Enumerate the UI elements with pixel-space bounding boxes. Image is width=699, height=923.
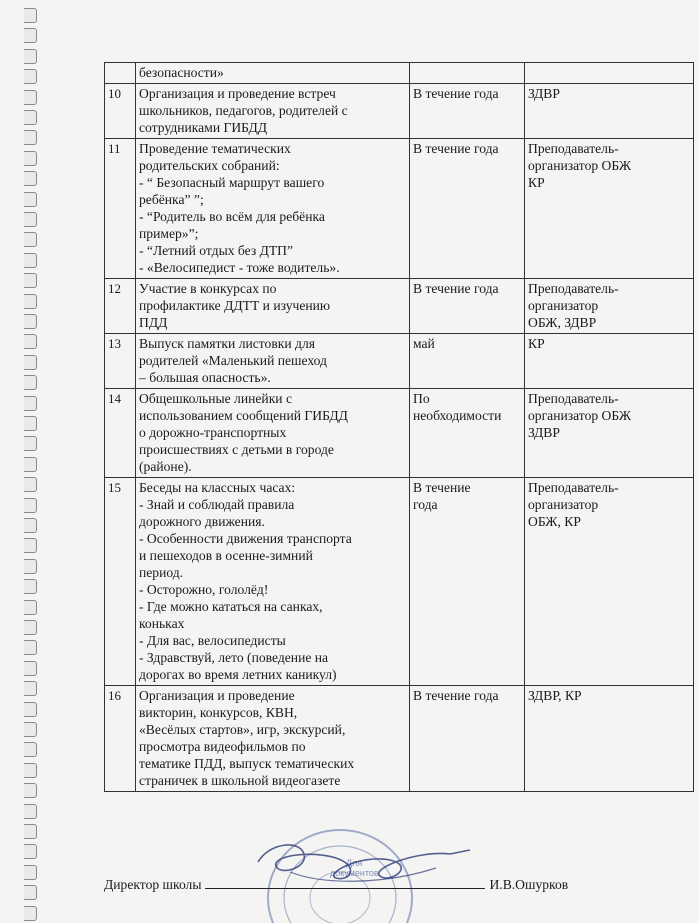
table-row bbox=[105, 84, 694, 139]
activity-cell-line: безопасности» bbox=[139, 65, 224, 80]
date-cell-line: В течение года bbox=[413, 281, 499, 296]
activity-cell-line: - Особенности движения транспорта bbox=[139, 531, 352, 546]
binding-ring bbox=[24, 783, 37, 798]
row-number: 13 bbox=[105, 334, 136, 389]
date-cell bbox=[410, 686, 525, 792]
binding-ring bbox=[24, 742, 37, 757]
activity-cell-line: викторин, конкурсов, КВН, bbox=[139, 705, 298, 720]
binding-ring bbox=[24, 579, 37, 594]
activity-cell-line: - Для вас, велосипедисты bbox=[139, 633, 286, 648]
row-number: 14 bbox=[105, 389, 136, 478]
stamp-text-line-1: Для bbox=[346, 858, 363, 868]
binding-ring bbox=[24, 804, 37, 819]
activity-cell-line: - Осторожно, гололёд! bbox=[139, 582, 269, 597]
date-cell bbox=[410, 279, 525, 334]
binding-ring bbox=[24, 69, 37, 84]
binding-ring bbox=[24, 355, 37, 370]
activity-cell-line: - Где можно кататься на санках, bbox=[139, 599, 323, 614]
signature-underline bbox=[205, 876, 485, 889]
responsible-cell-line: Преподаватель- bbox=[528, 391, 619, 406]
responsible-cell-line: ОБЖ, КР bbox=[528, 514, 581, 529]
responsible-cell bbox=[525, 686, 694, 792]
activity-cell-line: - Здравствуй, лето (поведение на bbox=[139, 650, 329, 665]
date-cell-line: необходимости bbox=[413, 408, 502, 423]
responsible-cell-line: организатор bbox=[528, 298, 599, 313]
activity-cell-line: о дорожно-транспортных bbox=[139, 425, 287, 440]
binding-ring bbox=[24, 334, 37, 349]
row-number bbox=[105, 63, 136, 84]
activity-cell-line: Проведение тематических bbox=[139, 141, 291, 156]
binding-ring bbox=[24, 620, 37, 635]
activity-cell-line: период. bbox=[139, 565, 184, 580]
activity-cell-line: происшествиях с детьми в городе bbox=[139, 442, 334, 457]
binding-ring bbox=[24, 28, 37, 43]
responsible-cell-line: Преподаватель- bbox=[528, 141, 619, 156]
date-cell bbox=[410, 334, 525, 389]
binding-ring bbox=[24, 49, 37, 64]
date-cell bbox=[410, 389, 525, 478]
activity-cell bbox=[136, 63, 410, 84]
activity-cell-line: - Знай и соблюдай правила bbox=[139, 497, 295, 512]
director-name: И.В.Ошурков bbox=[489, 877, 569, 892]
activity-cell-line: Общешкольные линейки с bbox=[139, 391, 293, 406]
binding-ring bbox=[24, 375, 37, 390]
activity-cell bbox=[136, 389, 410, 478]
activity-cell-line: родителей «Маленький пешеход bbox=[139, 353, 327, 368]
date-cell bbox=[410, 478, 525, 686]
activity-cell-line: тематике ПДД, выпуск тематических bbox=[139, 756, 355, 771]
binding-ring bbox=[24, 253, 37, 268]
responsible-cell bbox=[525, 478, 694, 686]
binding-ring bbox=[24, 396, 37, 411]
binding-ring bbox=[24, 192, 37, 207]
director-position: Директор школы bbox=[104, 877, 202, 892]
binding-ring bbox=[24, 844, 37, 859]
binding-ring bbox=[24, 681, 37, 696]
responsible-cell-line: ЗДВР bbox=[528, 86, 560, 101]
activity-cell-line: коньках bbox=[139, 616, 185, 631]
binding-ring bbox=[24, 906, 37, 921]
table-row bbox=[105, 686, 694, 792]
responsible-cell bbox=[525, 279, 694, 334]
binding-ring bbox=[24, 477, 37, 492]
table-row bbox=[105, 389, 694, 478]
binding-ring bbox=[24, 212, 37, 227]
binding-ring bbox=[24, 538, 37, 553]
activity-cell-line: - «Велосипедист - тоже водитель». bbox=[139, 260, 340, 275]
row-number: 12 bbox=[105, 279, 136, 334]
table-row bbox=[105, 279, 694, 334]
responsible-cell-line: ЗДВР, КР bbox=[528, 688, 582, 703]
responsible-cell-line: организатор ОБЖ bbox=[528, 158, 632, 173]
responsible-cell-line: Преподаватель- bbox=[528, 480, 619, 495]
binding-ring bbox=[24, 8, 37, 23]
binding-ring bbox=[24, 763, 37, 778]
date-cell-line: В течение года bbox=[413, 688, 499, 703]
responsible-cell-line: ЗДВР bbox=[528, 425, 560, 440]
activity-cell-line: Выпуск памятки листовки для bbox=[139, 336, 315, 351]
activity-cell-line: страничек в школьной видеогазете bbox=[139, 773, 341, 788]
date-cell-line: май bbox=[413, 336, 435, 351]
binding-ring bbox=[24, 824, 37, 839]
responsible-cell bbox=[525, 334, 694, 389]
activity-cell-line: Беседы на классных часах: bbox=[139, 480, 296, 495]
activity-cell bbox=[136, 139, 410, 279]
binding-ring bbox=[24, 600, 37, 615]
responsible-cell-line: КР bbox=[528, 336, 545, 351]
activity-cell bbox=[136, 334, 410, 389]
activity-cell-line: - “Летний отдых без ДТП” bbox=[139, 243, 294, 258]
activity-cell-line: - “Родитель во всём для ребёнка bbox=[139, 209, 325, 224]
activity-cell-line: сотрудниками ГИБДД bbox=[139, 120, 267, 135]
activity-cell-line: профилактике ДДТТ и изучению bbox=[139, 298, 331, 313]
activity-cell bbox=[136, 478, 410, 686]
binding-ring bbox=[24, 498, 37, 513]
activity-cell bbox=[136, 84, 410, 139]
binding-ring bbox=[24, 416, 37, 431]
table-row bbox=[105, 63, 694, 84]
responsible-cell bbox=[525, 84, 694, 139]
binding-ring bbox=[24, 885, 37, 900]
table-row bbox=[105, 139, 694, 279]
responsible-cell bbox=[525, 63, 694, 84]
binding-ring bbox=[24, 151, 37, 166]
activity-cell-line: - “ Безопасный маршрут вашего bbox=[139, 175, 325, 190]
row-number: 11 bbox=[105, 139, 136, 279]
binding-ring bbox=[24, 273, 37, 288]
binding-ring bbox=[24, 110, 37, 125]
activity-cell-line: ПДД bbox=[139, 315, 168, 330]
binding-ring bbox=[24, 232, 37, 247]
activity-cell bbox=[136, 279, 410, 334]
activity-cell-line: использованием сообщений ГИБДД bbox=[139, 408, 348, 423]
binding-ring bbox=[24, 171, 37, 186]
binding-ring bbox=[24, 722, 37, 737]
activity-cell-line: Организация и проведение bbox=[139, 688, 295, 703]
activity-cell-line: (районе). bbox=[139, 459, 192, 474]
activity-cell-line: просмотра видеофильмов по bbox=[139, 739, 306, 754]
responsible-cell bbox=[525, 389, 694, 478]
responsible-cell-line: ОБЖ, ЗДВР bbox=[528, 315, 597, 330]
binding-ring bbox=[24, 294, 37, 309]
responsible-cell-line: организатор bbox=[528, 497, 599, 512]
date-cell-line: года bbox=[413, 497, 438, 512]
activity-cell bbox=[136, 686, 410, 792]
binding-ring bbox=[24, 640, 37, 655]
date-cell bbox=[410, 84, 525, 139]
row-number: 15 bbox=[105, 478, 136, 686]
date-cell-line: В течение bbox=[413, 480, 471, 495]
activity-cell-line: Участие в конкурсах по bbox=[139, 281, 277, 296]
binding-ring bbox=[24, 559, 37, 574]
activity-cell-line: дорогах во время летних каникул) bbox=[139, 667, 337, 682]
date-cell-line: В течение года bbox=[413, 141, 499, 156]
binding-ring bbox=[24, 518, 37, 533]
binding-ring bbox=[24, 90, 37, 105]
binding-ring bbox=[24, 865, 37, 880]
binding-ring bbox=[24, 661, 37, 676]
responsible-cell-line: КР bbox=[528, 175, 545, 190]
date-cell bbox=[410, 63, 525, 84]
binding-ring bbox=[24, 457, 37, 472]
activity-cell-line: Организация и проведение встреч bbox=[139, 86, 336, 101]
binding-ring bbox=[24, 314, 37, 329]
spiral-binding bbox=[0, 0, 44, 923]
activity-cell-line: ребёнка” ”; bbox=[139, 192, 204, 207]
activity-cell-line: – большая опасность». bbox=[139, 370, 271, 385]
date-cell bbox=[410, 139, 525, 279]
activity-cell-line: «Весёлых стартов», игр, экскурсий, bbox=[139, 722, 346, 737]
plan-table bbox=[104, 62, 694, 792]
row-number: 16 bbox=[105, 686, 136, 792]
responsible-cell-line: Преподаватель- bbox=[528, 281, 619, 296]
activity-cell-line: и пешеходов в осенне-зимний bbox=[139, 548, 313, 563]
date-cell-line: По bbox=[413, 391, 430, 406]
signature-line bbox=[104, 876, 664, 893]
activity-cell-line: дорожного движения. bbox=[139, 514, 265, 529]
table-row bbox=[105, 478, 694, 686]
responsible-cell-line: организатор ОБЖ bbox=[528, 408, 632, 423]
binding-ring bbox=[24, 130, 37, 145]
binding-ring bbox=[24, 702, 37, 717]
table-row bbox=[105, 334, 694, 389]
activity-cell-line: пример»”; bbox=[139, 226, 199, 241]
activity-cell-line: родительских собраний: bbox=[139, 158, 280, 173]
activity-cell-line: школьников, педагогов, родителей с bbox=[139, 103, 348, 118]
stamp-text-line-2: документов bbox=[330, 868, 379, 878]
date-cell-line: В течение года bbox=[413, 86, 499, 101]
row-number: 10 bbox=[105, 84, 136, 139]
responsible-cell bbox=[525, 139, 694, 279]
binding-ring bbox=[24, 436, 37, 451]
